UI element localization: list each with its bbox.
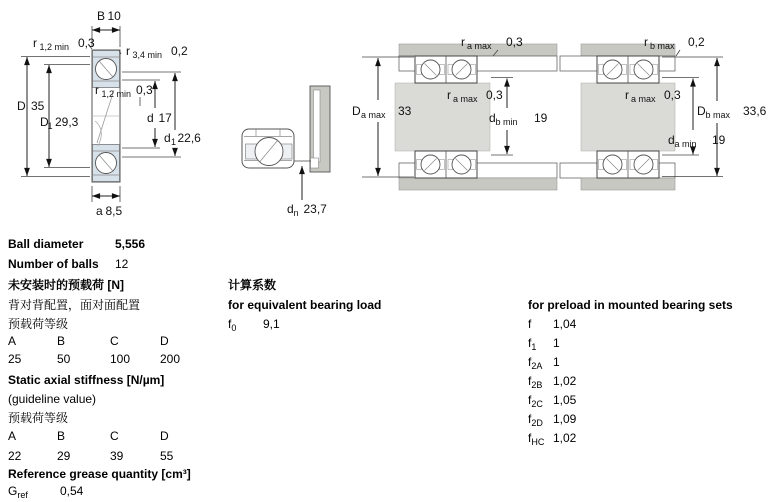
stiffness-value-D: 55: [160, 449, 174, 463]
factor-value: 1,02: [553, 431, 577, 445]
dim-label-db-min: [489, 111, 548, 127]
grease-value: 0,54: [60, 484, 84, 498]
svg-text:r: r: [461, 35, 465, 49]
svg-text:a min: a min: [674, 139, 697, 149]
svg-text:1,2 min: 1,2 min: [39, 42, 70, 52]
dim-label-bore-d: [147, 111, 172, 125]
factor-value: 1,02: [553, 374, 577, 388]
svg-text:d: d: [668, 133, 675, 147]
factor-symbol: f: [528, 317, 532, 331]
stiffness-value-A: 22: [8, 449, 22, 463]
svg-text:d: d: [147, 111, 154, 125]
col-header-B: B: [57, 334, 66, 348]
svg-text:35: 35: [31, 99, 45, 113]
factor-symbol: $f_1$: [528, 336, 537, 352]
number-of-balls-row: [8, 257, 218, 271]
dim-label-Db-max: [697, 104, 767, 120]
dim-label-r34: [126, 44, 188, 60]
svg-text:1: 1: [171, 137, 177, 147]
svg-text:r: r: [625, 88, 629, 102]
svg-text:0,3: 0,3: [506, 35, 523, 49]
svg-text:33: 33: [398, 104, 412, 118]
svg-text:n: n: [293, 208, 299, 218]
number-of-balls-label: Number of balls: [8, 257, 99, 271]
factor-symbol: $f_{2C}$: [528, 393, 543, 409]
preload-value-C: 100: [110, 352, 131, 366]
stiffness-title: Static axial stiffness [N/µm]: [8, 373, 165, 387]
svg-text:0,2: 0,2: [171, 44, 188, 58]
stiffness-value-B: 29: [57, 449, 71, 463]
svg-text:D: D: [40, 115, 49, 129]
grease-quantity-title: Reference grease quantity [cm³]: [8, 467, 191, 481]
svg-text:d: d: [287, 202, 294, 216]
factor-symbol: $f_{2A}$: [528, 355, 543, 371]
calculation-factors-title: 计算系数: [228, 278, 277, 292]
factor-row-f1: [528, 336, 648, 351]
svg-text:a: a: [96, 204, 103, 218]
factor-symbol: $f_{2B}$: [528, 374, 543, 390]
factor-value: 1: [553, 336, 560, 350]
svg-text:b min: b min: [495, 117, 518, 127]
svg-text:a max: a max: [631, 94, 656, 104]
svg-text:19: 19: [534, 111, 548, 125]
preload-value-D: 200: [160, 352, 181, 366]
factor-row-f2A: [528, 355, 648, 370]
col-header-A: A: [8, 429, 17, 443]
svg-text:0,3: 0,3: [136, 83, 153, 97]
svg-text:23,7: 23,7: [303, 202, 327, 216]
svg-text:d: d: [489, 111, 496, 125]
dim-label-D1: [40, 115, 79, 131]
svg-text:d: d: [164, 131, 171, 145]
svg-text:10: 10: [107, 9, 121, 23]
factor-symbol: $f_{HC}$: [528, 431, 545, 447]
svg-text:19: 19: [712, 133, 726, 147]
col-header-B: B: [57, 429, 66, 443]
svg-text:r: r: [126, 44, 130, 58]
svg-text:r: r: [447, 88, 451, 102]
number-of-balls-value: 12: [115, 257, 129, 271]
stiffness-subtitle: (guideline value): [8, 392, 97, 406]
mounted-pair-left-drawing: [352, 35, 557, 190]
stiffness-class-label: 预载荷等级: [8, 411, 69, 425]
factor-row-f2B: [528, 374, 648, 389]
ball-diameter-row: [8, 237, 218, 251]
svg-text:33,6: 33,6: [743, 104, 767, 118]
col-header-A: A: [8, 334, 17, 348]
svg-text:r: r: [33, 36, 37, 50]
ball-diameter-label: Ball diameter: [8, 237, 84, 251]
svg-text:0,2: 0,2: [688, 35, 705, 49]
col-header-D: D: [160, 429, 169, 443]
svg-text:0,3: 0,3: [486, 88, 503, 102]
factor-row-fHC: [528, 431, 648, 446]
factor-value: 1,04: [553, 317, 577, 331]
factor-row-f2D: [528, 412, 648, 427]
preload-sets-title: for preload in mounted bearing sets: [528, 298, 733, 312]
factor-value: 1,09: [553, 412, 577, 426]
dim-label-outer-diameter-D: [17, 99, 45, 113]
preload-class-label: 预载荷等级: [8, 317, 69, 331]
preload-value-A: 25: [8, 352, 22, 366]
factor-f0-symbol: $f_0$: [228, 317, 237, 333]
col-header-D: D: [160, 334, 169, 348]
technical-drawings: [0, 0, 769, 232]
svg-text:17: 17: [158, 111, 172, 125]
dim-label-rb-max-top-right: [644, 35, 705, 51]
col-header-C: C: [110, 334, 119, 348]
factor-row-f2C: [528, 393, 648, 408]
preload-arrangement-subtitle: 背对背配置，面对面配置: [8, 298, 141, 312]
ball-diameter-value: 5,556: [115, 237, 146, 251]
preload-value-B: 50: [57, 352, 71, 366]
preload-unmounted-title: 未安装时的预载荷 [N]: [8, 278, 124, 292]
svg-text:D: D: [352, 104, 361, 118]
svg-text:22,6: 22,6: [177, 131, 201, 145]
svg-text:8,5: 8,5: [105, 204, 123, 218]
equivalent-load-title: for equivalent bearing load: [228, 298, 382, 312]
single-bearing-drawing: [17, 9, 201, 218]
stiffness-value-C: 39: [110, 449, 124, 463]
factor-value: 1,05: [553, 393, 577, 407]
dim-label-a: [96, 204, 123, 218]
svg-text:29,3: 29,3: [55, 115, 79, 129]
svg-text:B: B: [97, 9, 106, 23]
factor-row-f: [528, 317, 648, 332]
dim-label-da-min: [668, 133, 726, 149]
grease-symbol: $G_{ref}$: [8, 484, 28, 500]
svg-text:b max: b max: [705, 110, 731, 120]
dim-label-Da-max: [352, 104, 412, 120]
svg-text:0,3: 0,3: [78, 36, 95, 50]
snap-ring-drawing: [242, 86, 330, 218]
svg-text:a max: a max: [361, 110, 386, 120]
svg-text:a max: a max: [453, 94, 478, 104]
dim-label-r12-top: [33, 36, 95, 52]
dim-label-dn: [287, 202, 327, 218]
svg-text:0,3: 0,3: [664, 88, 681, 102]
svg-text:1,2 min: 1,2 min: [101, 89, 132, 99]
dim-label-width-B: [97, 9, 121, 23]
dim-label-d1: [164, 131, 201, 147]
factor-f0-row: [228, 317, 348, 332]
svg-text:a max: a max: [467, 41, 492, 51]
svg-text:1: 1: [47, 121, 53, 131]
factor-symbol: $f_{2D}$: [528, 412, 543, 428]
col-header-C: C: [110, 429, 119, 443]
svg-text:b max: b max: [650, 41, 675, 51]
svg-text:D: D: [17, 99, 26, 113]
svg-text:3,4 min: 3,4 min: [132, 50, 163, 60]
factor-f0-value: 9,1: [263, 317, 280, 331]
factor-value: 1: [553, 355, 560, 369]
svg-text:r: r: [95, 83, 99, 97]
grease-quantity-row: [8, 484, 218, 499]
svg-text:D: D: [697, 104, 706, 118]
svg-text:r: r: [644, 35, 648, 49]
mounted-pair-right-drawing: [560, 35, 767, 190]
